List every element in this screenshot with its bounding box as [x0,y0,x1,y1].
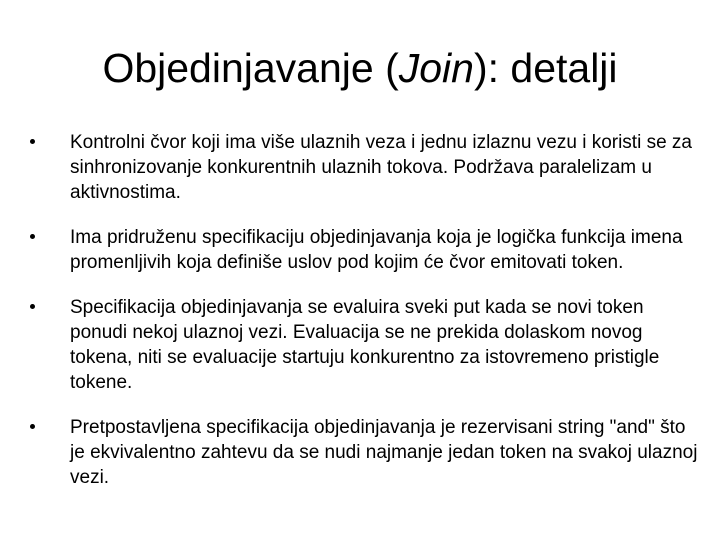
bullet-item [30,295,700,395]
slide-title-after: ): detalji [473,45,618,91]
bullet-text: Specifikacija objedinjavanja se evaluira sveki put kada se novi token ponudi nekoj ulaznoj vezi. Evaluacija se ne prekida dolaskom novog tokena, niti se evaluacije startuju konkurentno za istovremeno pristigle tokene. [70,297,660,393]
bullet-text: Pretpostavljena specifikacija objedinjavanja je rezervisani string "and" što je ekvivalentno zahtevu da se nudi najmanje jedan token na svakoj ulaznoj vezi. [70,417,698,488]
bullet-item [30,130,700,205]
bullet-list [30,130,700,510]
slide-title-emphasis: Join [398,45,474,91]
bullet-item [30,225,700,275]
bullet-dot-icon [30,424,35,429]
bullet-text: Ima pridruženu specifikaciju objedinjavanja koja je logička funkcija imena promenljivih koja definiše uslov pod kojim će čvor emitovati token. [70,227,683,273]
bullet-dot-icon [30,304,35,309]
bullet-text: Kontrolni čvor koji ima više ulaznih veza i jednu izlaznu vezu i koristi se za sinhronizovanje konkurentnih ulaznih tokova. Podržava paralelizam u aktivnostima. [70,132,692,203]
bullet-dot-icon [30,234,35,239]
slide-title-before: Objedinjavanje ( [102,45,399,91]
bullet-dot-icon [30,139,35,144]
slide-title [0,40,720,96]
bullet-item [30,415,700,490]
